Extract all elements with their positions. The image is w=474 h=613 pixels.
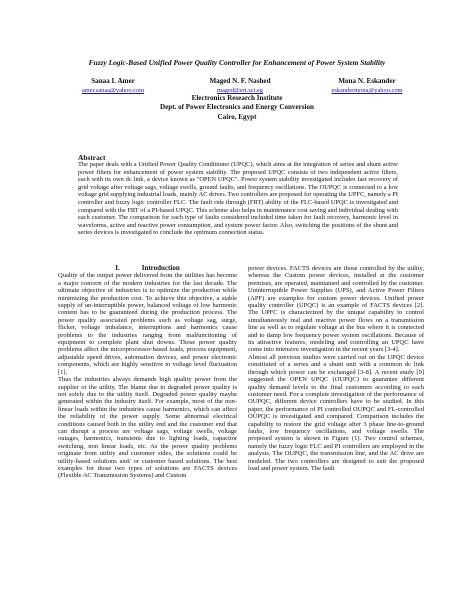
affiliation <box>100 94 374 122</box>
paragraph: power devices. FACTS devices are those controlled by the utility, whereas the Custom power devices, installed at the customer premises, are operated, maintained and controlled by the customer. Uninterruptible Power Supplies (UPS), and Active Power Filters (APF) are examples for custom power devices. Unified power quality controller (UPQC) is an example of FACTS devices [2]. The UPFC is characterized by the unique capability to control simultaneously real and reactive power flows on a transmission line as well as to regulate voltage at the bus where it is connected and to damp low frequency power system oscillations. Because of its attractive features, modeling and controlling an UPQC have come into intensive investigation in the recent years [3-4]. <box>248 265 424 354</box>
section-heading <box>58 265 237 272</box>
author-name: Sanaa I. Amer <box>91 77 135 85</box>
paper-title: Fuzzy Logic-Based Unified Power Quality Controller for Enhancement of Power System Stability <box>88 58 386 67</box>
section-title: Introduction <box>141 264 180 272</box>
author-email-link[interactable]: maged@eri.sci.eg <box>217 87 263 94</box>
author-email-link[interactable]: eskandermona@yahoo.com <box>331 87 403 94</box>
section-number: I. <box>115 264 120 272</box>
paragraph: Almost all previous studies were carried out on the UPQC device constituted of a series and a shunt unit with a common dc link through which power can be exchanged [3-8]. A recent study [9] suggested the OPEN UPQC (OUPQC) to guarantee different quality demand levels to the final customers according to each customer need. For a complete investigation of the performance of OUPQC, different device controllers have to be studied. In this paper, the performance of PI controlled OUPQC and FL-controlled OUPQC is investigated and compared. Comparison includes the capability to restore the grid voltage after 3 phase line-to-ground faults, low frequency oscillations, and voltage swells. The proposed system is shown in Figure (1). Two control schemes, namely the fuzzy logic FLC and PI controllers are employed in the analysis. The OUPQC, the transmission line, and the AC drive are modeled. The two controllers are designed to suit the proposed load and power system. The fault <box>248 353 424 472</box>
author-2 <box>175 77 305 95</box>
affiliation-city: Cairo, Egypt <box>217 112 257 121</box>
paragraph: Quality of the output power delivered from the utilities has become a major concern of the modern industries for the last decade. The ultimate objective of industries is to optimize the production while minimizing the production cost. To achieve this objective, a stable supply of un-interruptible power, balanced voltage of low harmonic content has to be guaranteed during the production process. The power quality associated problems such as voltage sag, surge, flicker, voltage imbalance, interruptions and harmonics cause problems to the industries ranging from malfunctioning of equipment to complete plant shut downs. Those power quality problems affect the microprocessor-based loads, process equipment, adjustable speed drives, automation devices, and power electronic components, which are highly sensitive to voltage level fluctuation [1]. <box>58 272 237 376</box>
abstract-text: The paper deals with a Unified Power Quality Conditioner (UPQC), which aims at the integration of series and shunt active power filters for enhancement of power system stability. The proposed UPQC consists of two independent active filters, each with its own dc link, a device known as "OPEN UPQC". Power system stability investigated includes fast recovery of grid voltage after voltage sags, voltage swells, ground faults, and frequency oscillations. The OUPQC is connected to a low voltage grid supplying industrial loads, mainly AC drives. Two controllers are proposed for operating the UPFC, namely a PI controller and fuzzy logic controller FLC. The fault ride through (FRT) ability of the FLC-based UPQC is investigated and compared with the FRT of a PI-based UPQC. This scheme also helps in maintenance cost saving and individual dealing with each customer. The comparison for each type of faults considered included time taken for fault recovery, harmonic level in waveforms, active and reactive power consumption, and system power factor. Also, switching the positions of the shunt and series devices is investigated to conclude the optimum connection status. <box>78 161 398 237</box>
author-1 <box>63 77 163 95</box>
author-email-link[interactable]: amer.sanaa@yahoo.com <box>81 87 145 94</box>
author-name: Mona N. Eskander <box>338 77 396 85</box>
right-column <box>248 265 424 472</box>
author-name: Maged N. F. Nashed <box>209 77 271 85</box>
left-column <box>58 265 237 480</box>
affiliation-department: Dept. of Power Electronics and Energy Conversion <box>159 103 314 112</box>
paragraph: Thus the industries always demands high quality power from the supplier or the utility. The blame due to degraded power quality is not solely due to the utility itself. Degraded power quality maybe generated within the industry itself. For example, most of the non-linear loads within the industries cause harmonics, which can affect the reliability of the power supply. Some abnormal electrical conditions caused both in the utility end and the customer end that can disrupt a process are voltage sags, voltage swells, voltage outages, harmonics, transients due to lighting loads, capacitor switching, non linear loads, etc. As the power quality problems originate from utility and customer sides, the solutions could be utility-based solutions and/ or customer based solutions. The best examples for those two types of solutions are FACTS devices (Flexible AC Transmission Systems) and Custom <box>58 376 237 480</box>
author-3 <box>317 77 417 95</box>
abstract-heading: Abstract <box>78 153 106 162</box>
affiliation-institute: Electronics Research Institute <box>191 94 283 102</box>
